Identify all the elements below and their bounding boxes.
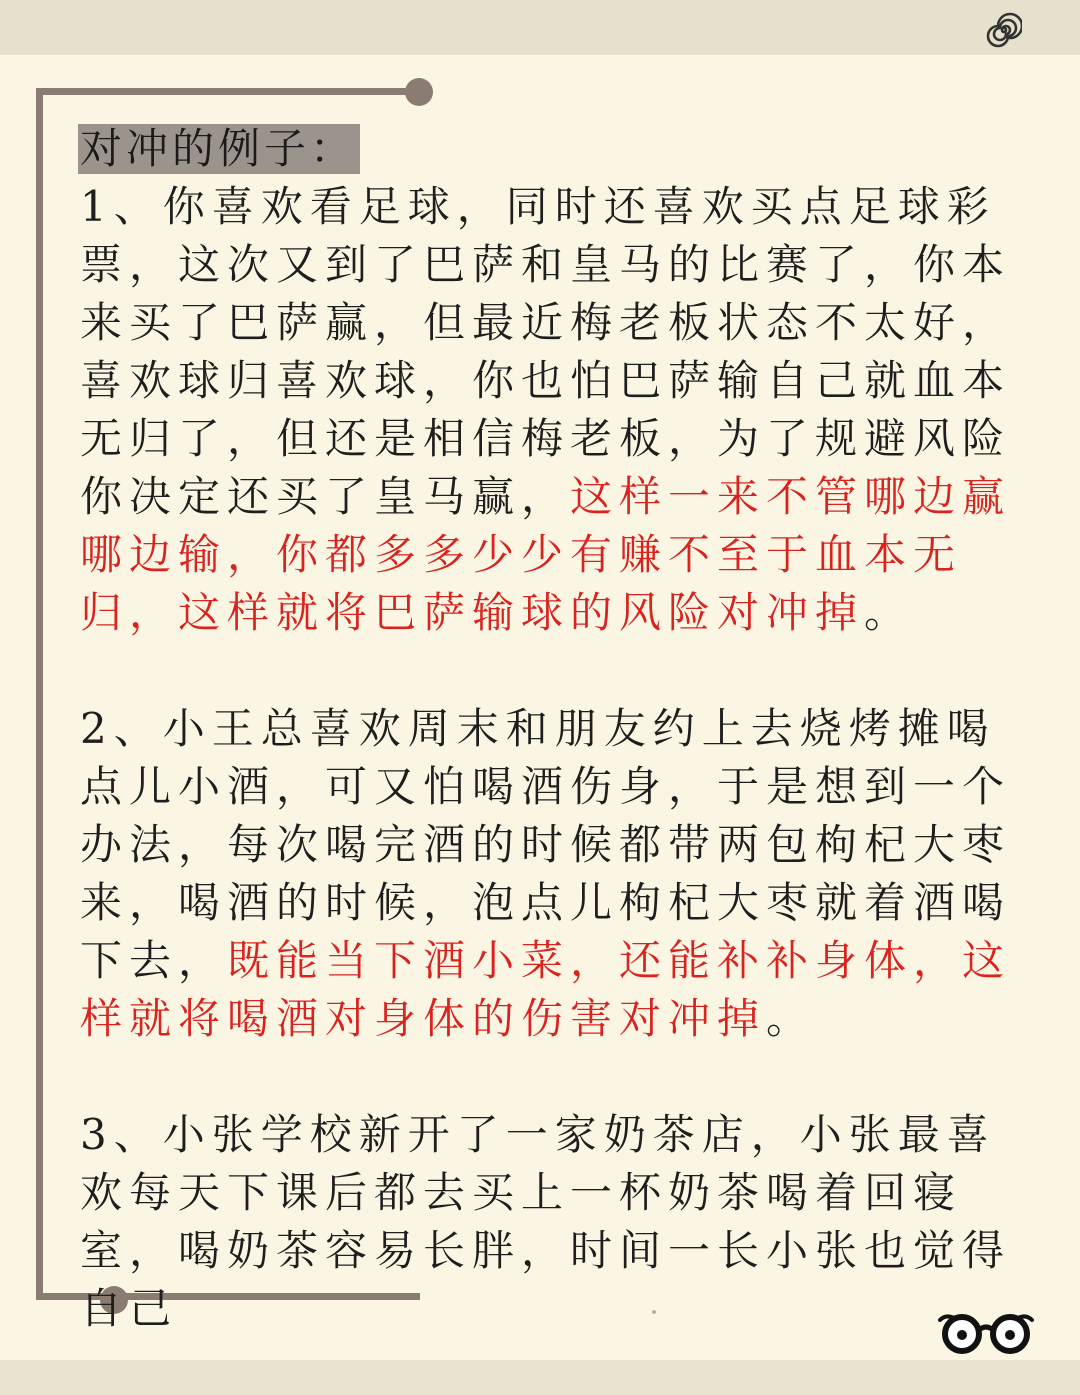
example-2-text: 2、小王总喜欢周末和朋友约上去烧烤摊喝点儿小酒，可又怕喝酒伤身，于是想到一个办法，每次喝完酒的时候都带两包枸杞大枣来，喝酒的时候，泡点儿枸杞大枣就着酒喝下去， [80,704,1012,985]
example-2 [80,700,1040,1048]
swirl-icon [986,12,1022,48]
glasses-icon [934,1310,1038,1356]
example-1-tail: 。 [864,588,914,637]
bottom-band [0,1360,1080,1395]
top-band [0,0,1080,55]
example-1 [80,178,1040,642]
example-2-tail: 。 [766,994,816,1043]
example-1-highlight: 这样一来不管哪边赢哪边输，你都多多少少有赚不至于血本无归，这样就将巴萨输球的风险对冲掉 [80,472,1012,637]
frame-dot-top [405,78,433,106]
article-content [80,120,1040,1338]
example-1-text: 1、你喜欢看足球，同时还喜欢买点足球彩票，这次又到了巴萨和皇马的比赛了，你本来买了巴萨赢，但最近梅老板状态不太好，喜欢球归喜欢球，你也怕巴萨输自己就血本无归了，但还是相信梅老板，为了规避风险你决定还买了皇马赢， [80,182,1012,521]
example-2-highlight: 既能当下酒小菜，还能补补身体，这样就将喝酒对身体的伤害对冲掉 [80,936,1012,1043]
example-3-text: 3、小张学校新开了一家奶茶店，小张最喜欢每天下课后都去买上一杯奶茶喝着回寝室，喝奶茶容易长胖，时间一长小张也觉得自己 [80,1110,1012,1333]
section-heading: 对冲的例子： [78,124,360,174]
example-3 [80,1106,1040,1338]
